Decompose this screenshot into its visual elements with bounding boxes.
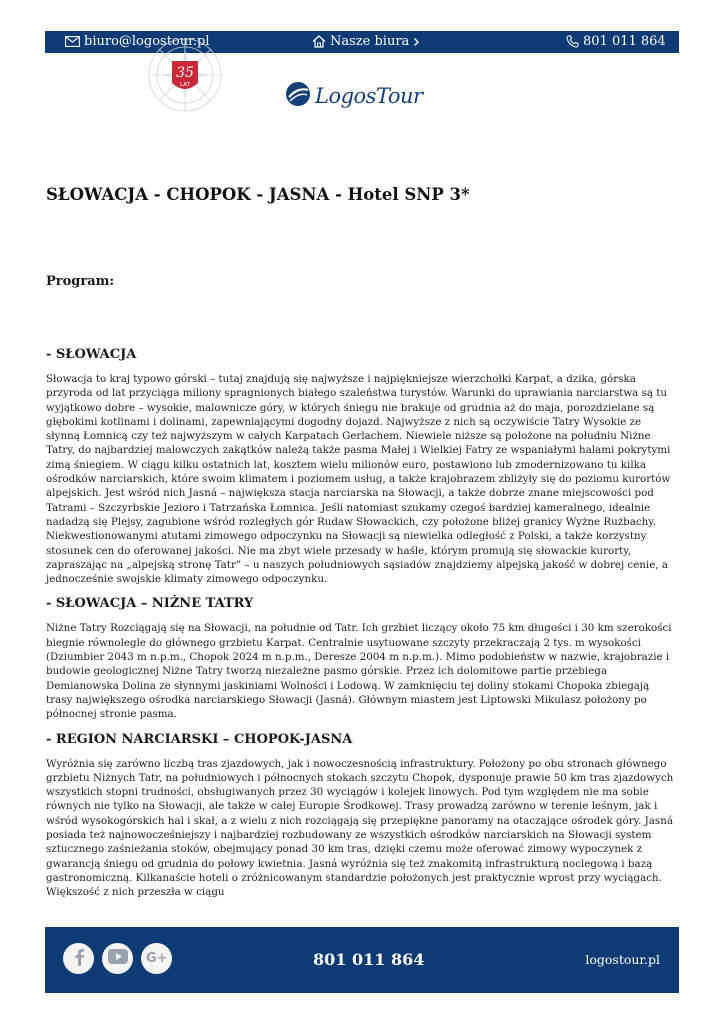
globe-icon — [285, 81, 311, 111]
section-text-region-narciarski: Wyróżnia się zarówno liczbą tras zjazdowych, jak i nowoczesnością infrastruktury. Położony po obu stronach głównego grzbietu Niżnych Tatr, na południowych i północnych stokach szczytu Chopok, dysponuje prawie 50 km tras zjazdowych wszystkich stopni trudności, obsługiwanych przez 30 wyciągów i kolejek linowych. Pod tym względem nie ma sobie równych nie tylko na Słowacji, ale także w całej Europie Środkowej. Trasy prowadzą zarówno w terenie leśnym, jak i wśród wysokogórskich hal i skał, a z wielu z nich rozciągają się przepiękne panoramy na otaczające ośrodek góry. Jasná posiada też najnowocześniejszy i najbardziej rozbudowany ze wszystkich ośrodków narciarskich na Słowacji system sztucznego zaśnieżania stoków, obejmujący ponad 30 km tras, dzięki czemu może oferować zimowy wypoczynek z gwarancją śniegu od grudnia do połowy kwietnia. Jasná wyróżnia się też znakomitą infrastrukturą noclegową i bazą gastronomiczną. Kilkanaście hoteli o zróżnicowanym standardzie położonych jest praktycznie wprost przy wyciągach. Większość z nich przeszła w ciągu — [46, 757, 674, 899]
anniversary-badge-logo — [145, 53, 225, 115]
badge-label: LAT — [180, 82, 190, 88]
section-heading-nizne-tatry: - SŁOWACJA – NIŻNE TATRY — [46, 596, 254, 612]
section-heading-slowacja: - SŁOWACJA — [46, 347, 137, 362]
google-plus-button[interactable] — [141, 943, 172, 974]
envelope-icon — [65, 36, 80, 47]
section-text-nizne-tatry: Niżne Tatry Rozciągają się na Słowacji, na południe od Tatr. Ich grzbiet liczący około 75 km długości i 30 km szerokości biegnie równolegle do głównego grzbietu Karpat. Centralnie usytuowane szczyty przekraczają 2 tys. m wysokości (Dziumbier 2043 m n.p.m., Chopok 2024 m n.p.m., Deresze 2004 m n.p.m.). Mimo podobieństw w nazwie, krajobrazie i budowie geologicznej Niżne Tatry tworzą niezależne pasmo górskie. Przez ich dolomitowe partie przebiega Demianowska Dolina ze słynnymi jaskiniami Wolności i Lodową. W zamknięciu tej doliny stokami Chopoka zbiegają trasy największego ośrodka narciarskiego Słowacji (Jasná). Głównym miastem jest Liptowski Mikulasz położony po północnej stronie pasma. — [46, 622, 672, 721]
footer-website-link[interactable]: logostour.pl — [585, 952, 660, 967]
facebook-button[interactable] — [63, 943, 94, 974]
footer-phone[interactable]: 801 011 864 — [313, 950, 425, 969]
program-content — [46, 347, 678, 899]
email-text: biuro@logostour.pl — [84, 34, 210, 49]
brand-wordmark: LogosTour — [315, 84, 423, 108]
facebook-icon — [73, 948, 85, 970]
section-text-slowacja: Słowacja to kraj typowo górski – tutaj znajdują się najwyższe i najpiękniejsze wierzchołki Karpat, a dzika, górska przyroda od lat przyciąga miliony spragnionych białego szaleństwa turystów. Warunki do uprawiania narciarstwa są tu wyjątkowo dobre – wysokie, malownicze góry, w których śniegu nie brakuje od grudnia aż do maja, porozdzielane są głębokimi kotlinami i dolinami, zapewniającymi dogodny dojazd. Najwyższe z nich są oczywiście Tatry Wysokie ze słynną Łomnicą czy też najwyższym w całych Karpatach Gerlachem. Niewiele niższe są położone na południu Niżne Tatry, do najbardziej malowczych zakątków należą także pasma Małej i Wielkiej Fatry ze wspaniałymi halami pokrytymi zimą śniegiem. W ciągu kilku ostatnich lat, kosztem wielu milionów euro, postawiono lub zmodernizowano tu kilka ośrodków narciarskich, które swoim klimatem i poziomem usług, a także krajobrazem zbliżyły się do poziomu kurortów alpejskich. Jest wśród nich Jasná – największa stacja narciarska na Słowacji, a także dobrze znane miejscowości pod Tatrami – Szczyrbskie Jezioro i Tatrzańska Łomnica. Jeśli natomiast szukamy czegoś bardziej kameralnego, idealnie nadadzą się Plejsy, zagubione wśród rozległych gór Rudaw Słowackich, czy położone bliżej granicy Wyżne Rużbachy. Niekwestionowanymi atutami zimowego odpoczynku na Słowacji są niewielka odległość z Polski, a także korzystny stosunek cen do oferowanej jakości. Nie ma zbyt wiele przesady w haśle, którym promują się słowackie kurorty, zapraszając na „alpejską stronę Tatr” – u naszych południowych sąsiadów znajdziemy alpejską jakość w dobrej cenie, a jednocześnie swojskie klimaty zimowego odpoczynku. — [46, 373, 671, 586]
badge-number: 35 — [176, 65, 194, 81]
phone-text: 801 011 864 — [583, 34, 666, 49]
top-contact-bar — [45, 31, 679, 53]
phone-icon — [566, 35, 579, 48]
google-plus-icon — [146, 949, 168, 968]
logostour-logo[interactable] — [285, 76, 423, 116]
youtube-icon — [108, 949, 128, 968]
home-icon — [312, 35, 326, 48]
footer-bar — [45, 927, 679, 993]
program-label: Program: — [46, 274, 115, 289]
page-title: SŁOWACJA - CHOPOK - JASNA - Hotel SNP 3* — [46, 185, 470, 204]
section-heading-region-narciarski: - REGION NARCIARSKI – CHOPOK-JASNA — [46, 731, 353, 747]
chevron-right-icon — [413, 37, 420, 47]
svg-text:G+: G+ — [145, 951, 168, 966]
phone-link[interactable] — [566, 34, 666, 49]
offices-link[interactable] — [312, 34, 420, 49]
offices-text: Nasze biura — [330, 34, 410, 49]
youtube-button[interactable] — [102, 943, 133, 974]
